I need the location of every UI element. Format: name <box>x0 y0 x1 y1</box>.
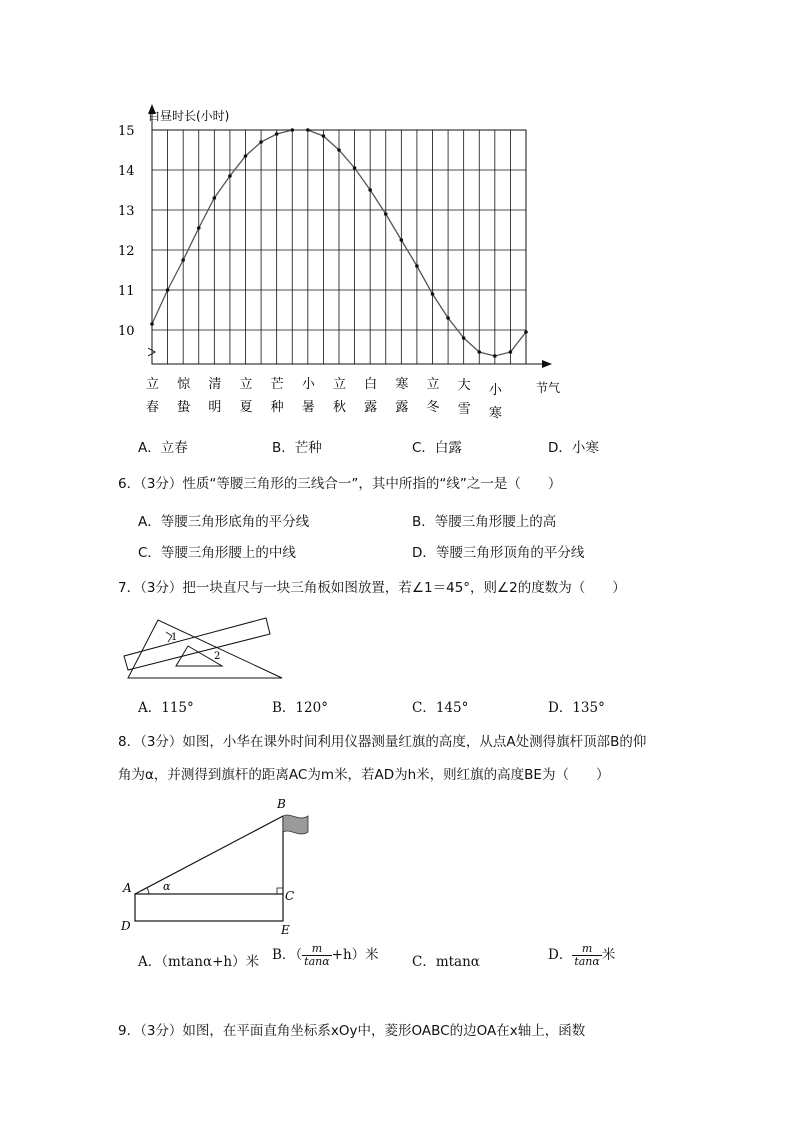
q8-option-b-prefix: B．（ <box>272 947 303 963</box>
chart-x-tick-label: 蛰 <box>177 400 191 415</box>
chart-y-tick-label: 14 <box>118 164 135 179</box>
chart-x-tick-label: 明 <box>208 400 222 415</box>
chart-x-tick-label: 冬 <box>426 400 440 415</box>
q5-option-c[interactable]: C．白露 <box>412 440 462 456</box>
chart-data-point <box>415 264 419 268</box>
q8-option-a[interactable]: A．（mtanα+h）米 <box>138 954 260 970</box>
label-A: A <box>123 881 132 895</box>
q9-stem: 9．（3分）如图，在平面直角坐标系xOy中，菱形OABC的边OA在x轴上，函数 <box>118 1023 586 1039</box>
chart-y-tick-label: 11 <box>118 284 135 299</box>
q6-option-c[interactable]: C．等腰三角形腰上的中线 <box>138 545 296 561</box>
chart-x-tick-label: 小 <box>301 377 315 392</box>
q7-option-c[interactable]: C．145° <box>412 700 469 716</box>
chart-data-point <box>150 322 154 326</box>
chart-data-point <box>275 132 279 136</box>
chart-data-point <box>493 354 497 358</box>
q6-option-b[interactable]: B．等腰三角形腰上的高 <box>412 514 557 530</box>
chart-y-tick-label: 13 <box>118 204 135 219</box>
chart-x-tick-label: 白 <box>364 377 378 392</box>
angle-label-1: 1 <box>171 632 178 643</box>
q8-option-b[interactable] <box>272 943 379 968</box>
chart-data-point <box>290 128 294 132</box>
chart-x-tick-label: 露 <box>395 400 409 415</box>
label-alpha: α <box>163 880 171 893</box>
chart-data-point <box>446 316 450 320</box>
chart-x-tick-label: 清 <box>208 377 222 392</box>
q7-option-b[interactable]: B．120° <box>272 700 328 716</box>
chart-x-tick-label: 春 <box>146 400 160 415</box>
q8-stem-line1: 8．（3分）如图，小华在课外时间利用仪器测量红旗的高度，从点A处测得旗杆顶部B的仰 <box>118 734 647 750</box>
flag-pole-figure <box>115 794 325 939</box>
chart-data-point <box>244 154 248 158</box>
chart-y-tick-label: 12 <box>118 244 135 259</box>
q8-stem-line2: 角为α，并测得到旗杆的距离AC为m米，若AD为h米，则红旗的高度BE为（ ） <box>118 767 610 783</box>
chart-y-tick-label: 10 <box>118 324 135 339</box>
chart-x-tick-label: 寒 <box>395 377 409 392</box>
chart-data-point <box>322 134 326 138</box>
q7-stem: 7．（3分）把一块直尺与一块三角板如图放置，若∠1＝45°，则∠2的度数为（ ） <box>118 580 626 596</box>
q8-option-b-numerator: m <box>302 943 332 956</box>
right-angle-mark-c <box>277 888 283 894</box>
chart-x-tick-label: 暑 <box>301 400 315 415</box>
chart-data-point <box>431 292 435 296</box>
chart-x-tick-label: 立 <box>239 377 253 392</box>
q8-option-d-prefix: D． <box>548 947 573 963</box>
chart-data-point <box>213 196 217 200</box>
q6-option-d[interactable]: D．等腰三角形顶角的平分线 <box>412 545 585 561</box>
chart-x-axis-label: 节气 <box>536 381 561 395</box>
chart-x-tick-label: 雪 <box>457 402 471 417</box>
label-B: B <box>277 797 286 811</box>
q6-option-a[interactable]: A．等腰三角形底角的平分线 <box>138 514 310 530</box>
red-flag <box>283 815 308 834</box>
q8-option-b-denominator: tanα <box>304 955 330 968</box>
chart-data-point <box>259 140 263 144</box>
chart-y-tick-label: 15 <box>118 124 135 139</box>
angle-label-2: 2 <box>214 651 221 662</box>
label-E: E <box>281 923 290 937</box>
q5-option-b[interactable]: B．芒种 <box>272 440 322 456</box>
ruler-triangle-figure <box>120 612 290 684</box>
q7-option-d[interactable]: D．135° <box>548 700 605 716</box>
q5-option-d[interactable]: D．小寒 <box>548 440 599 456</box>
q5-option-a[interactable]: A．立春 <box>138 440 188 456</box>
chart-x-tick-label: 立 <box>426 377 440 392</box>
chart-data-point <box>337 148 341 152</box>
chart-x-tick-label: 大 <box>457 378 471 393</box>
chart-x-tick-label: 惊 <box>177 377 191 392</box>
q8-option-d[interactable] <box>548 943 615 968</box>
chart-x-tick-label: 种 <box>270 400 284 415</box>
chart-x-tick-label: 秋 <box>333 400 347 415</box>
chart-data-point <box>166 288 170 292</box>
chart-data-point <box>509 350 513 354</box>
chart-data-point <box>197 226 201 230</box>
q7-option-a[interactable]: A．115° <box>138 700 194 716</box>
chart-data-point <box>384 212 388 216</box>
chart-data-point <box>181 258 185 262</box>
chart-x-tick-label: 芒 <box>270 377 284 392</box>
chart-y-axis-label: 白昼时长(小时) <box>148 109 230 123</box>
chart-x-arrow <box>542 360 552 368</box>
daylight-chart-svg <box>110 100 590 430</box>
alpha-arc <box>147 888 149 894</box>
q8-option-d-suffix: 米 <box>601 947 616 963</box>
q8-option-d-fraction <box>572 943 602 968</box>
label-D: D <box>121 919 131 933</box>
chart-data-point <box>524 330 528 334</box>
label-C: C <box>285 889 295 903</box>
q8-option-d-numerator: m <box>572 943 602 956</box>
chart-x-tick-label: 立 <box>146 377 160 392</box>
chart-x-tick-label: 小 <box>488 383 502 398</box>
chart-x-tick-label: 露 <box>364 400 378 415</box>
q8-option-b-suffix: +h）米 <box>331 947 379 963</box>
daylight-chart <box>110 100 590 430</box>
chart-data-point <box>228 174 232 178</box>
chart-x-tick-label: 立 <box>333 377 347 392</box>
q8-option-d-denominator: tanα <box>574 955 600 968</box>
chart-data-point <box>477 350 481 354</box>
q8-option-c[interactable]: C．mtanα <box>412 954 480 970</box>
chart-data-point <box>400 238 404 242</box>
chart-x-tick-label: 夏 <box>239 400 253 415</box>
chart-data-point <box>306 128 310 132</box>
chart-x-tick-label: 寒 <box>488 406 502 421</box>
chart-data-point <box>368 188 372 192</box>
q8-option-b-fraction <box>302 943 332 968</box>
chart-data-point <box>462 336 466 340</box>
instrument-rect <box>135 894 283 921</box>
chart-data-point <box>353 166 357 170</box>
sight-line <box>135 816 283 894</box>
q6-stem: 6．（3分）性质“等腰三角形的三线合一”，其中所指的“线”之一是（ ） <box>118 476 562 492</box>
